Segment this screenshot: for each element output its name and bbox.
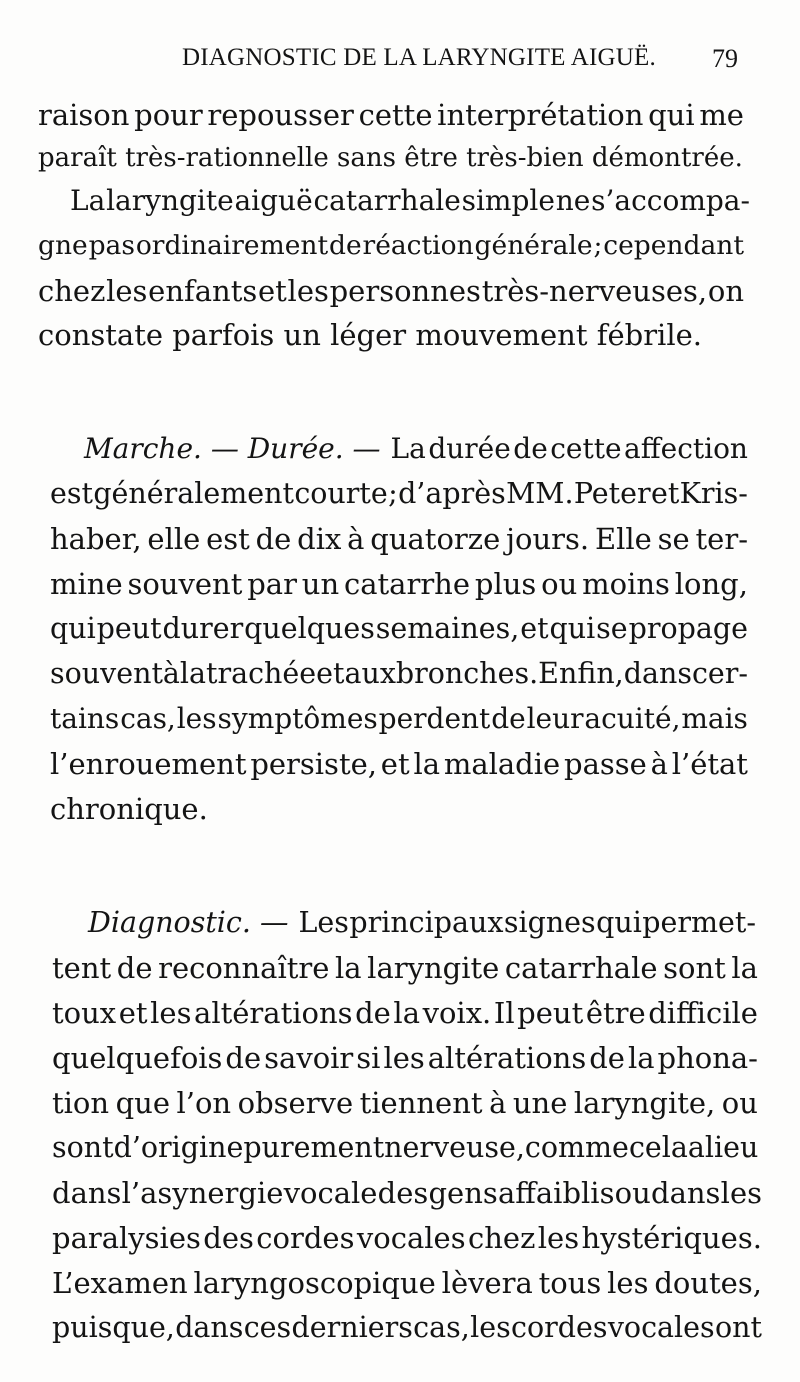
line-text: tion que l’on observe tiennent à une laryngite, ou: [52, 1086, 758, 1120]
line-text: gne pas ordinairement de réaction générale ; cependant: [38, 230, 744, 261]
text-line: [50, 612, 748, 646]
text-line: [38, 274, 744, 308]
line-text: l’enrouement persiste, et la maladie passe à l’état: [50, 747, 748, 781]
text-line: [50, 522, 748, 556]
text-line: [52, 1086, 758, 1120]
text-line: [50, 567, 748, 601]
text-line: [84, 432, 748, 466]
text-line: [52, 1311, 762, 1345]
text-line: [52, 1131, 758, 1165]
line-text: paralysies des cordes vocales chez les hystériques.: [52, 1221, 762, 1255]
text-line: [50, 702, 748, 736]
line-text: est généralement courte ; d’après MM. Peter et Kris-: [50, 477, 748, 510]
line-text: haber, elle est de dix à quatorze jours. Elle se ter-: [50, 522, 748, 556]
text-line: [38, 229, 744, 263]
line-text: La durée de cette affection: [390, 432, 748, 465]
text-line: [38, 98, 744, 132]
text-line: [50, 792, 748, 826]
text-line: [70, 184, 750, 218]
line-text: paraît très-rationnelle sans être très-bien démontrée.: [38, 143, 743, 173]
line-text: mine souvent par un catarrhe plus ou moins long,: [50, 567, 748, 601]
line-text: tains cas, les symptômes perdent de leur acuité, mais: [50, 702, 748, 735]
line-text: La laryngite aiguë catarrhale simple ne s’accompa-: [70, 184, 750, 217]
line-text: raison pour repousser cette interprétation qui me: [38, 98, 744, 132]
line-text: sont d’origine purement nerveuse, comme cela a lieu: [52, 1131, 759, 1164]
line-text: dans l’asynergie vocale des gens affaiblis ou dans les: [52, 1176, 762, 1210]
line-text: chronique.: [50, 792, 208, 826]
text-line: [50, 747, 748, 781]
line-text: puisque, dans ces derniers cas, les cordes vocales ont: [52, 1311, 762, 1344]
line-text: chez les enfants et les personnes très-nerveuses, on: [38, 274, 744, 308]
line-text: toux et les altérations de la voix. Il peut être difficile: [52, 996, 758, 1030]
running-title: DIAGNOSTIC DE LA LARYNGITE AIGUË.: [182, 44, 656, 71]
text-line: [52, 1221, 762, 1255]
text-line: [52, 951, 758, 985]
text-line: [50, 657, 748, 691]
text-line: [52, 996, 758, 1030]
text-line: [52, 1176, 762, 1210]
line-text: tent de reconnaître la laryngite catarrhale sont la: [52, 951, 758, 985]
text-line: [50, 477, 748, 511]
line-text: L’examen laryngoscopique lèvera tous les doutes,: [52, 1266, 762, 1300]
line-text: souvent à la trachée et aux bronches. Enfin, dans cer-: [50, 657, 749, 690]
line-text: constate parfois un léger mouvement fébrile.: [38, 318, 702, 352]
line-text: qui peut durer quelques semaines, et qui se propage: [50, 612, 748, 645]
text-line: [38, 141, 744, 175]
text-line: [52, 1041, 758, 1075]
line-text: Les principaux signes qui permet-: [298, 906, 756, 939]
section-heading-diagnostic: Diagnostic. —: [88, 906, 289, 939]
line-text: quelquefois de savoir si les altérations de la phona-: [52, 1041, 758, 1075]
page-number: 79: [712, 44, 738, 73]
text-line: [88, 906, 756, 940]
text-line: [38, 318, 744, 352]
section-heading-marche-duree: Marche. — Durée. —: [84, 432, 381, 465]
text-line: [52, 1266, 762, 1300]
